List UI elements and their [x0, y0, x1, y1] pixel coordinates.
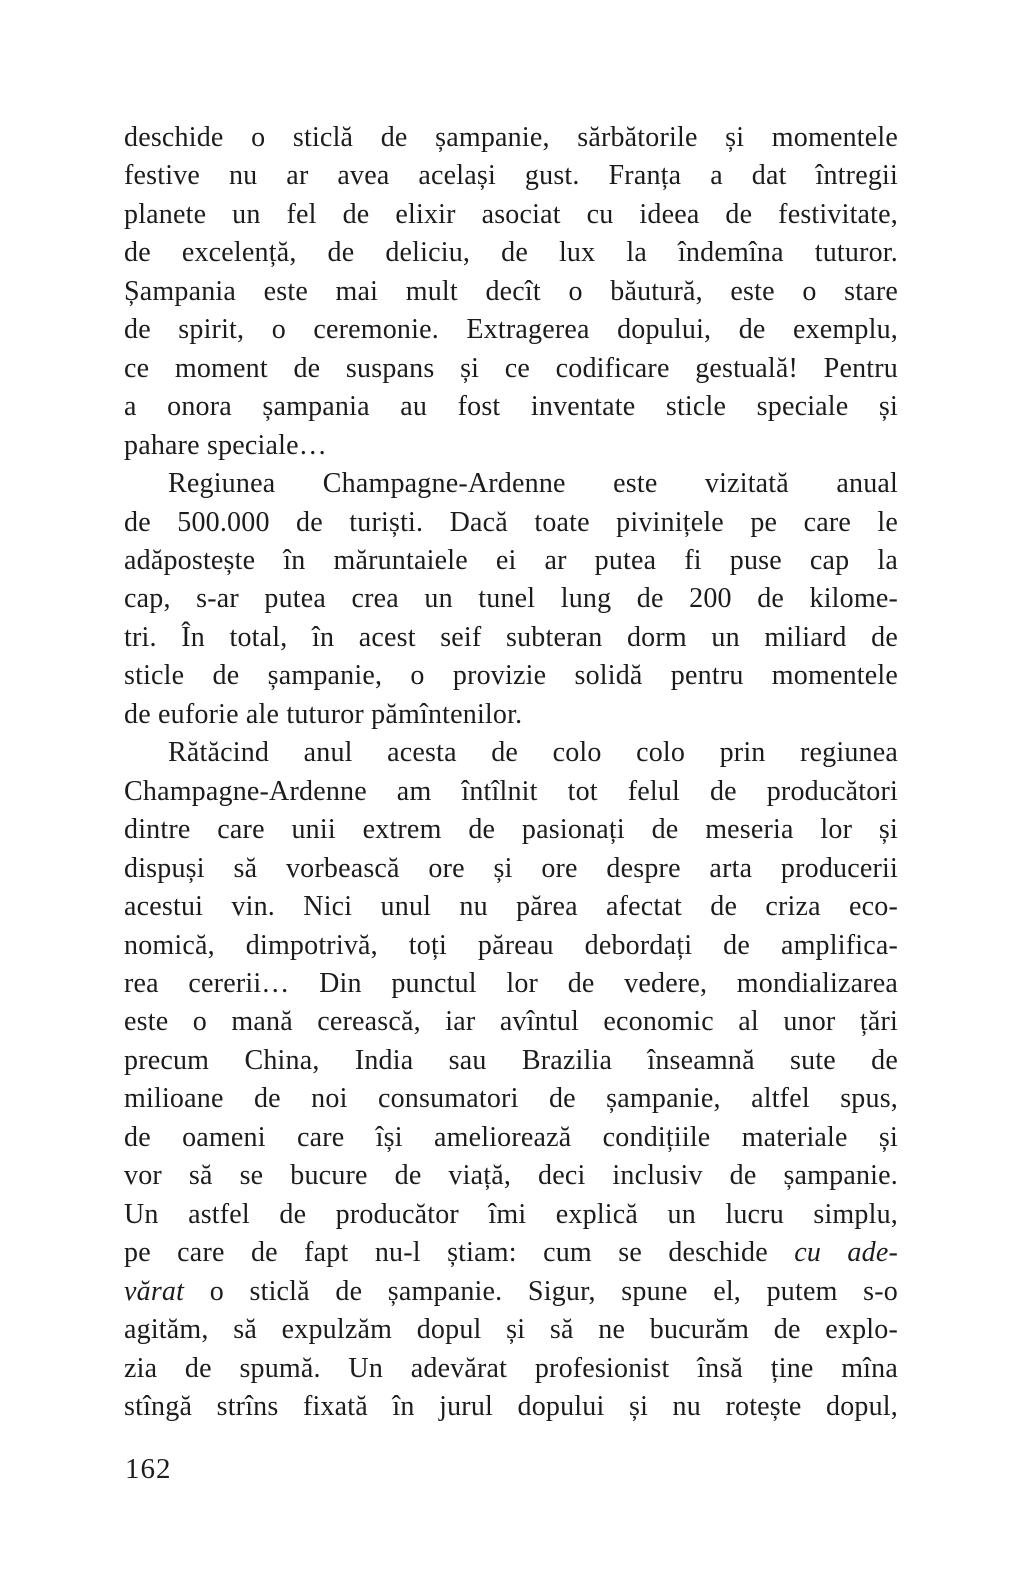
- italic-text-segment: vărat: [124, 1275, 185, 1307]
- text-segment: vor să se bucure de viață, deci inclusiv de șampanie.: [124, 1160, 898, 1192]
- text-line: [124, 1003, 898, 1041]
- text-line: [124, 273, 898, 311]
- text-line: [124, 580, 898, 618]
- text-segment: stîngă strîns fixată în jurul dopului și nu rotește dopul,: [124, 1390, 898, 1422]
- text-line: [124, 1119, 898, 1157]
- text-segment: nomică, dimpotrivă, toți păreau debordați de amplifica-: [124, 929, 898, 961]
- text-segment: dintre care unii extrem de pasionați de meseria lor și: [124, 814, 898, 846]
- text-segment: agităm, să expulzăm dopul și să ne bucurăm de explo-: [124, 1314, 898, 1346]
- text-line: [124, 811, 898, 849]
- text-line: [124, 1196, 898, 1234]
- text-segment: planete un fel de elixir asociat cu ideea de festivitate,: [124, 198, 898, 230]
- text-line: [124, 696, 898, 734]
- text-segment: o sticlă de șampanie. Sigur, spune el, putem s-o: [184, 1275, 898, 1307]
- text-segment: Champagne-Ardenne am întîlnit tot felul de producători: [124, 775, 898, 807]
- text-segment: pahare speciale…: [124, 429, 327, 461]
- text-line: [124, 1080, 898, 1118]
- text-line: [124, 119, 898, 157]
- text-line: [124, 734, 898, 772]
- text-segment: zia de spumă. Un adevărat profesionist însă ține mîna: [124, 1352, 898, 1384]
- text-segment: de spirit, o ceremonie. Extragerea dopului, de exemplu,: [124, 314, 898, 346]
- text-segment: rea cererii… Din punctul lor de vedere, mondializarea: [124, 967, 898, 999]
- text-line: [124, 234, 898, 272]
- page-number: 162: [125, 1453, 172, 1485]
- text-segment: adăpostește în măruntaiele ei ar putea fi puse cap la: [124, 544, 898, 576]
- text-segment: a onora șampania au fost inventate sticle speciale și: [124, 391, 898, 423]
- text-line: [124, 388, 898, 426]
- text-segment: Regiunea Champagne-Ardenne este vizitată anual: [168, 468, 898, 500]
- text-line: [124, 196, 898, 234]
- text-line: [124, 504, 898, 542]
- text-line: [124, 619, 898, 657]
- text-line: [124, 888, 898, 926]
- text-line: [124, 1388, 898, 1426]
- text-segment: cap, s-ar putea crea un tunel lung de 200 de kilome-: [124, 583, 898, 615]
- text-segment: Un astfel de producător îmi explică un lucru simplu,: [124, 1198, 898, 1230]
- text-line: [124, 850, 898, 888]
- text-line: [124, 311, 898, 349]
- text-block: [124, 119, 898, 1426]
- text-segment: de 500.000 de turiști. Dacă toate pivinițele pe care le: [124, 506, 898, 538]
- text-segment: acestui vin. Nici unul nu părea afectat de criza eco-: [124, 891, 898, 923]
- text-segment: Șampania este mai mult decît o băutură, este o stare: [124, 275, 898, 307]
- text-segment: festive nu ar avea același gust. Franța a dat întregii: [124, 160, 898, 192]
- text-line: [124, 965, 898, 1003]
- text-segment: este o mană cerească, iar avîntul economic al unor țări: [124, 1006, 898, 1038]
- text-line: [124, 1350, 898, 1388]
- text-segment: de euforie ale tuturor pămîntenilor.: [124, 698, 523, 730]
- text-line: [124, 427, 898, 465]
- text-segment: de oameni care își ameliorează condițiile materiale și: [124, 1121, 898, 1153]
- text-segment: dispuși să vorbească ore și ore despre arta producerii: [124, 852, 898, 884]
- text-segment: deschide o sticlă de șampanie, sărbătorile și momentele: [124, 122, 898, 153]
- text-line: [124, 465, 898, 503]
- text-line: [124, 1311, 898, 1349]
- italic-text-segment: cu ade-: [794, 1237, 898, 1269]
- text-line: [124, 657, 898, 695]
- text-line: [124, 1042, 898, 1080]
- text-line: [124, 542, 898, 580]
- text-segment: Rătăcind anul acesta de colo colo prin regiunea: [168, 737, 898, 769]
- text-segment: milioane de noi consumatori de șampanie, altfel spus,: [124, 1083, 898, 1115]
- text-segment: sticle de șampanie, o provizie solidă pentru momentele: [124, 660, 898, 692]
- text-line: [124, 157, 898, 195]
- text-segment: precum China, India sau Brazilia înseamnă sute de: [124, 1044, 898, 1076]
- text-line: [124, 1157, 898, 1195]
- text-line: [124, 350, 898, 388]
- text-line: [124, 1273, 898, 1311]
- text-segment: de excelență, de deliciu, de lux la îndemîna tuturor.: [124, 237, 898, 269]
- text-line: [124, 1234, 898, 1272]
- text-line: [124, 927, 898, 965]
- text-line: [124, 773, 898, 811]
- text-segment: ce moment de suspans și ce codificare gestuală! Pentru: [124, 352, 898, 384]
- text-segment: pe care de fapt nu-l știam: cum se deschide: [124, 1237, 795, 1269]
- text-segment: tri. În total, în acest seif subteran dorm un miliard de: [124, 621, 898, 653]
